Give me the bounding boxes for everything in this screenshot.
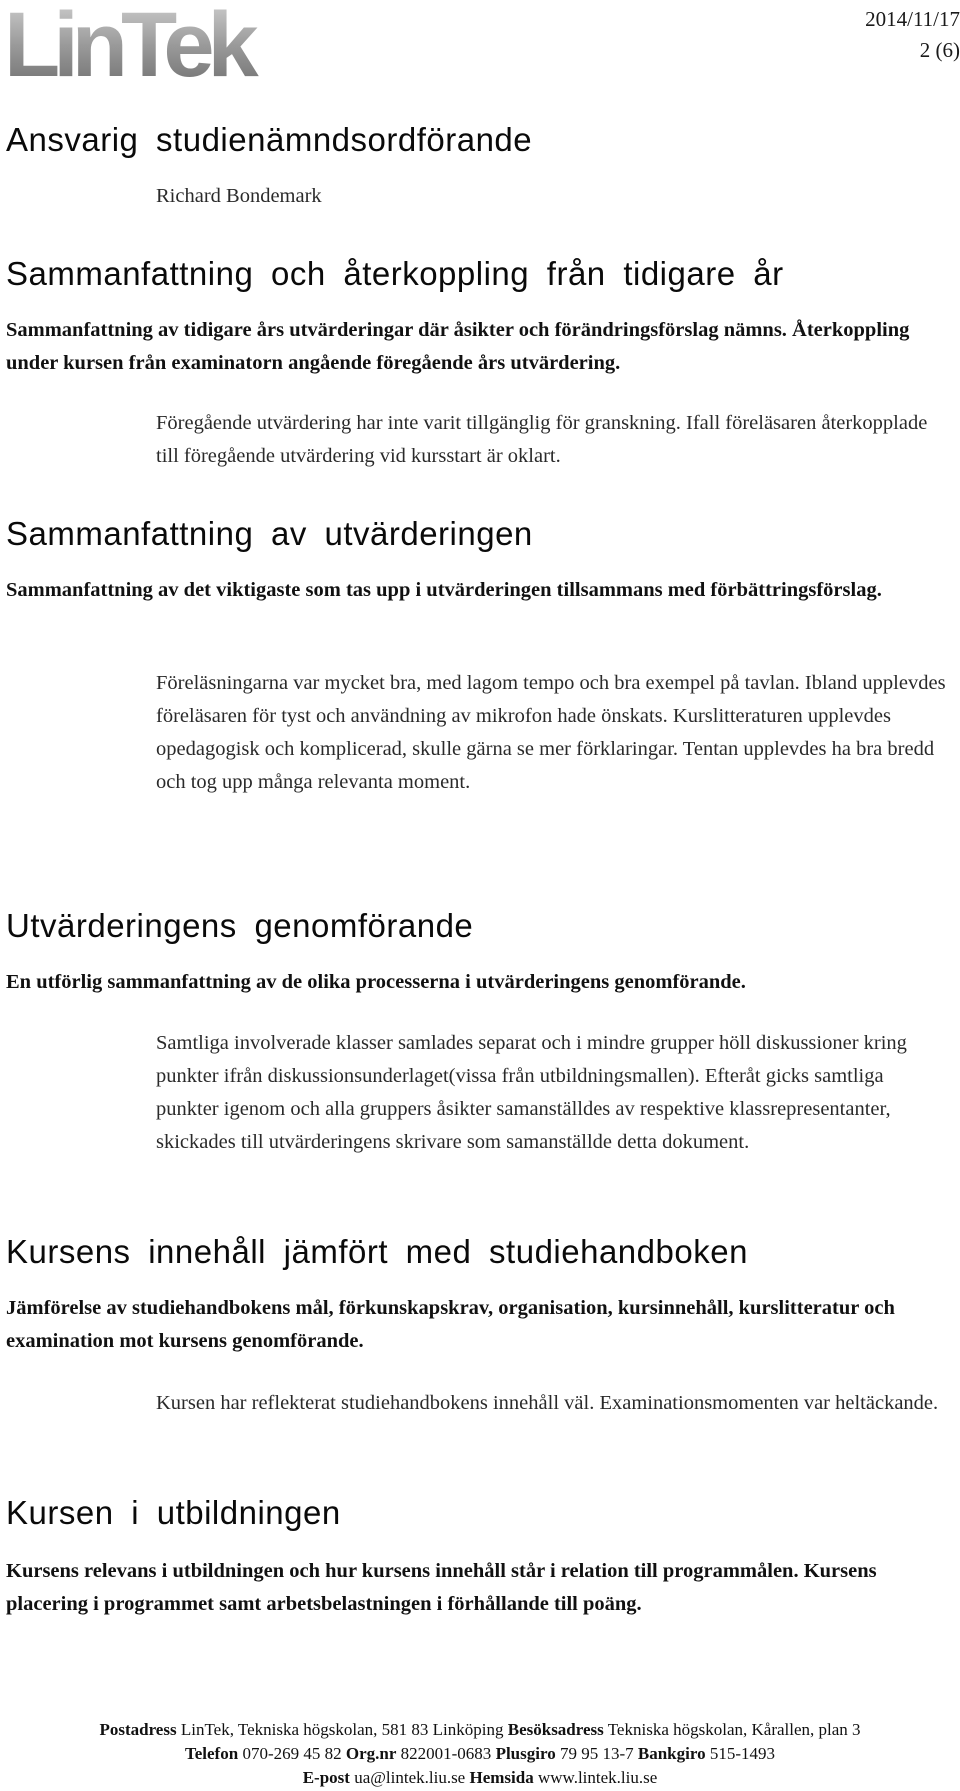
section-body-responsible: Richard Bondemark bbox=[156, 185, 322, 207]
page-number: 2 (6) bbox=[919, 38, 960, 62]
footer-postadress: LinTek, Tekniska högskolan, 581 83 Linköping bbox=[180, 1720, 504, 1739]
section-body-summary: Föreläsningarna var mycket bra, med lagom tempo och bra exempel på tavlan. Ibland upplevdes föreläsaren för tyst och användning av mikrofon hade önskats. Kurslitteraturen upplevdes opedagogisk och komplicerad, skulle gärna se mer förklaringar. Tentan upplevdes ha bra bredd och tog upp många relevanta moment. bbox=[156, 672, 946, 793]
footer-plusgiro-label: Plusgiro bbox=[495, 1744, 556, 1763]
footer-orgnr-label: Org.nr bbox=[345, 1744, 397, 1763]
lintek-logo bbox=[4, 4, 306, 82]
svg-text:LinTek: LinTek bbox=[4, 4, 252, 82]
footer-telefon-label: Telefon bbox=[184, 1744, 239, 1763]
footer-telefon: 070-269 45 82 bbox=[242, 1744, 342, 1763]
section-lead-execution: En utförlig sammanfattning av de olika processerna i utvärderingens genomförande. bbox=[6, 971, 746, 993]
footer bbox=[0, 1718, 960, 1790]
section-heading-previous: Sammanfattning och återkoppling från tidigare år bbox=[6, 255, 784, 292]
footer-bankgiro-label: Bankgiro bbox=[637, 1744, 706, 1763]
footer-besoksadress: Tekniska högskolan, Kårallen, plan 3 bbox=[607, 1720, 861, 1739]
document-date: 2014/11/17 bbox=[865, 7, 960, 31]
section-lead-previous: Sammanfattning av tidigare års utvärderingar där åsikter och förändringsförslag nämns. Återkoppling under kursen från examinatorn angående föregående års utvärdering. bbox=[6, 319, 910, 374]
section-heading-summary: Sammanfattning av utvärderingen bbox=[6, 515, 533, 552]
footer-hemsida-link[interactable]: www.lintek.liu.se bbox=[537, 1768, 658, 1787]
section-heading-education: Kursen i utbildningen bbox=[6, 1494, 341, 1531]
footer-hemsida-label: Hemsida bbox=[469, 1768, 534, 1787]
footer-line-1 bbox=[0, 1718, 960, 1742]
footer-bankgiro: 515-1493 bbox=[709, 1744, 776, 1763]
footer-epost-label: E-post bbox=[302, 1768, 350, 1787]
header-meta bbox=[865, 4, 960, 66]
section-heading-execution: Utvärderingens genomförande bbox=[6, 907, 474, 944]
section-heading-content: Kursens innehåll jämfört med studiehandboken bbox=[6, 1233, 748, 1270]
footer-postadress-label: Postadress bbox=[99, 1720, 177, 1739]
section-body-previous: Föregående utvärdering har inte varit tillgänglig för granskning. Ifall föreläsaren återkopplade till föregående utvärdering vid kursstart är oklart. bbox=[156, 412, 928, 467]
section-body-execution: Samtliga involverade klasser samlades separat och i mindre grupper höll diskussioner kring punkter ifrån diskussionsunderlaget(vissa från utbildningsmallen). Efteråt gicks samtliga punkter igenom och alla gruppers åsikter samanställdes av respektive klassrepresentanter, skickades till utvärderingens skrivare som samanställde detta dokument. bbox=[156, 1032, 907, 1153]
footer-line-3 bbox=[0, 1766, 960, 1790]
footer-besoksadress-label: Besöksadress bbox=[507, 1720, 604, 1739]
section-body-content: Kursen har reflekterat studiehandbokens innehåll väl. Examinationsmomenten var heltäckande. bbox=[156, 1392, 939, 1414]
section-heading-responsible: Ansvarig studienämndsordförande bbox=[6, 121, 533, 158]
footer-epost-link[interactable]: ua@lintek.liu.se bbox=[354, 1768, 466, 1787]
footer-plusgiro: 79 95 13-7 bbox=[559, 1744, 634, 1763]
section-lead-education: Kursens relevans i utbildningen och hur kursens innehåll står i relation till programmålen. Kursens placering i programmet samt arbetsbelastningen i förhållande till poäng. bbox=[6, 1560, 877, 1615]
footer-orgnr: 822001-0683 bbox=[400, 1744, 492, 1763]
section-lead-content: Jämförelse av studiehandbokens mål, förkunskapskrav, organisation, kursinnehåll, kurslitteratur och examination mot kursens genomförande. bbox=[6, 1297, 895, 1352]
section-lead-summary: Sammanfattning av det viktigaste som tas upp i utvärderingen tillsammans med förbättringsförslag. bbox=[6, 579, 882, 601]
footer-line-2 bbox=[0, 1742, 960, 1766]
